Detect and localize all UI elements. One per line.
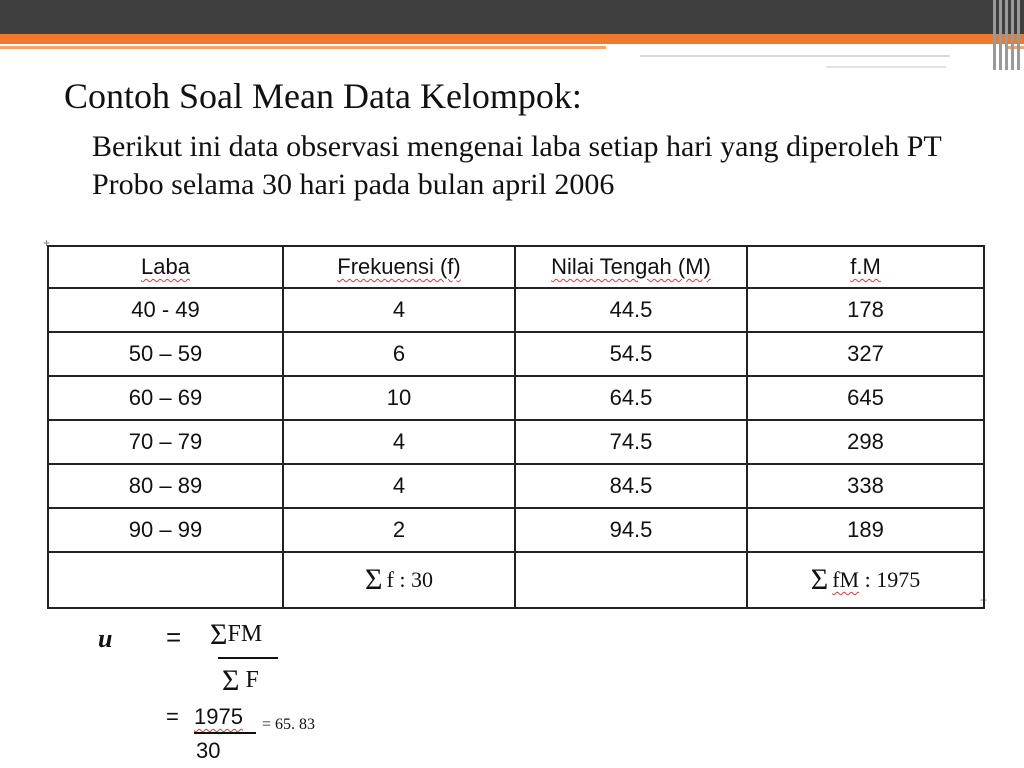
sigma-symbol: Σ [810,563,829,596]
cell-nilai-tengah: 94.5 [515,508,747,552]
cell-frekuensi: 4 [283,420,515,464]
table-row [48,508,984,552]
cell-frekuensi: 2 [283,508,515,552]
cell-fm: 178 [747,288,984,332]
total-frequency: Σ f : 30 [283,552,515,608]
table-row [48,420,984,464]
formula-fraction-bar [218,657,278,659]
header-tab [606,44,1006,64]
cell-nilai-tengah: 84.5 [515,464,747,508]
cell-fm: 189 [747,508,984,552]
cell-laba: 50 – 59 [48,332,283,376]
table-row [48,376,984,420]
header-frekuensi: Frekuensi (f) [283,246,515,288]
header-divider [640,55,950,57]
table-row [48,332,984,376]
cell-nilai-tengah: 54.5 [515,332,747,376]
sigma-symbol: Σ [365,563,383,596]
cell-fm: 338 [747,464,984,508]
orange-accent-bar [0,34,1024,44]
table-corner-mark: + [980,593,988,607]
cell-frekuensi: 6 [283,332,515,376]
cell-laba: 60 – 69 [48,376,283,420]
header-laba: Laba [48,246,283,288]
cell-laba: 80 – 89 [48,464,283,508]
formula-result: = 65. 83 [262,716,316,733]
cell-empty [48,552,283,608]
slide-description: Berikut ini data observasi mengenai laba setiap hari yang diperoleh PT Probo selama 30 hari pada bulan april 2006 [92,130,942,201]
cell-nilai-tengah: 44.5 [515,288,747,332]
header-nilai-tengah: Nilai Tengah (M) [515,246,747,288]
formula-equals-2: = [166,704,179,729]
cell-frekuensi: 10 [283,376,515,420]
corner-stripes [990,0,1024,70]
slide-title: Contoh Soal Mean Data Kelompok: [64,76,582,116]
header-divider-short [826,66,946,68]
table-total-row [48,552,984,608]
formula-denominator: Σ F [222,664,259,697]
formula-fraction-bar-2 [194,732,256,734]
table-header-row [48,246,984,288]
formula-fraction-denominator: 30 [196,738,221,763]
header-fm: f.M [747,246,984,288]
cell-laba: 40 - 49 [48,288,283,332]
total-fm: Σ fM : 1975 [747,552,984,608]
formula-equals: = [166,622,182,652]
data-table [47,245,988,609]
table-row [48,288,984,332]
cell-laba: 70 – 79 [48,420,283,464]
top-banner [0,0,1024,34]
cell-nilai-tengah: 64.5 [515,376,747,420]
cell-frekuensi: 4 [283,464,515,508]
table-corner-mark: + [43,236,51,250]
cell-fm: 645 [747,376,984,420]
cell-nilai-tengah: 74.5 [515,420,747,464]
cell-fm: 298 [747,420,984,464]
table-row [48,464,984,508]
cell-frekuensi: 4 [283,288,515,332]
formula-fraction-numerator: 1975 [194,704,243,729]
formula-variable: u [98,624,113,653]
cell-empty [515,552,747,608]
cell-laba: 90 – 99 [48,508,283,552]
cell-fm: 327 [747,332,984,376]
formula-numerator: ΣFM [210,618,263,651]
